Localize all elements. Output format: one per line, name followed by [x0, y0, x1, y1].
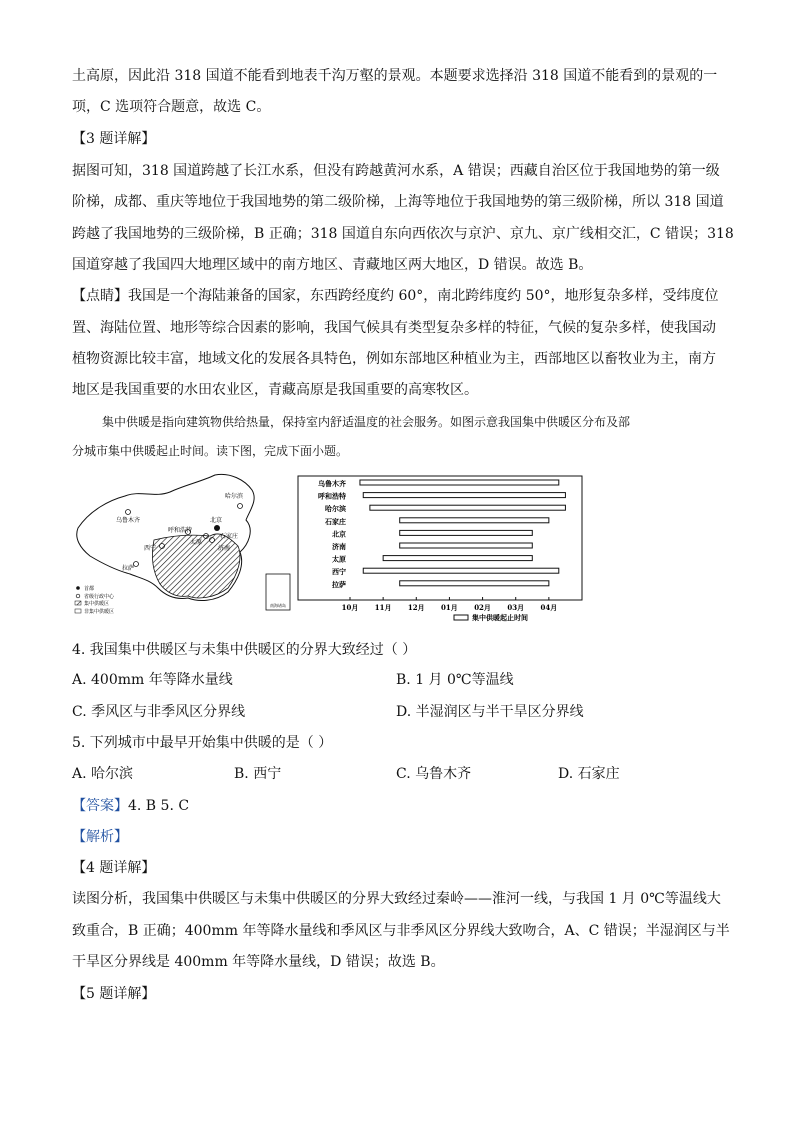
answer-label: 【答案】 — [72, 798, 128, 814]
detail-5-title: 【5 题详解】 — [72, 986, 156, 1002]
chart-tick-label: 02月 — [474, 603, 491, 612]
chart-category-label: 石家庄 — [325, 516, 346, 526]
chart-tick-label: 03月 — [507, 603, 525, 612]
paragraph-line: 据图可知，318 国道跨越了长江水系，但没有跨越黄河水系，A 错误；西藏自治区位于我国地势的第一级 — [72, 163, 720, 179]
chart-bar — [370, 505, 566, 510]
legend-non-heating: 非集中供暖区 — [84, 609, 115, 615]
map-city-xining: 西宁 — [144, 545, 157, 552]
inset-label: 南海诸岛 — [270, 603, 286, 608]
chart-tick-label: 11月 — [374, 603, 392, 612]
china-map — [75, 474, 290, 615]
paragraph-line: 土高原，因此沿 318 国道不能看到地表千沟万壑的景观。本题要求选择沿 318 国道不能看到的景观的一 — [72, 68, 718, 84]
detail-4-line: 读图分析，我国集中供暖区与未集中供暖区的分界大致经过秦岭——淮河一线，与我国 1 月 0℃等温线大 — [72, 891, 721, 907]
legend-capital: 首都 — [84, 586, 95, 592]
map-legend — [75, 585, 115, 615]
chart-bar — [363, 493, 565, 498]
chart-bar — [400, 518, 549, 523]
paragraph-line: 阶梯，成都、重庆等地位于我国地势的第二级阶梯，上海等地位于我国地势的第三级阶梯，所以 318 国道 — [72, 194, 724, 210]
chart-category-label: 乌鲁木齐 — [318, 479, 346, 488]
answer-text: 4. B 5. C — [128, 798, 190, 814]
chart-tick-label: 10月 — [341, 603, 359, 612]
q5-option-b[interactable]: B. 西宁 — [234, 766, 282, 782]
heating-period-chart — [298, 476, 582, 622]
q5-option-c[interactable]: C. 乌鲁木齐 — [396, 766, 472, 782]
heating-figure — [70, 470, 590, 628]
q4-option-d[interactable]: D. 半湿润区与半干旱区分界线 — [396, 704, 584, 720]
question-5-stem: 5. 下列城市中最早开始集中供暖的是（ ） — [72, 735, 333, 751]
map-city-urumqi: 乌鲁木齐 — [116, 517, 141, 524]
paragraph-line: 跨越了我国地势的三级阶梯，B 正确；318 国道自东向西依次与京沪、京九、京广线相交汇，C 错误；318 — [72, 226, 734, 242]
capital-marker — [214, 525, 220, 531]
legend-heating: 集中供暖区 — [84, 601, 110, 607]
chart-category-label: 北京 — [332, 529, 346, 539]
map-city-taiyuan: 太原 — [190, 539, 203, 546]
paragraph-line: 地区是我国重要的水田农业区，青藏高原是我国重要的高寒牧区。 — [72, 382, 478, 398]
chart-category-label: 哈尔滨 — [325, 504, 346, 514]
paragraph-line: 项，C 选项符合题意，故选 C。 — [72, 99, 271, 115]
chart-category-label: 济南 — [332, 542, 346, 551]
chart-bar — [400, 530, 533, 535]
chart-category-label: 拉萨 — [332, 579, 346, 589]
intro-line: 分城市集中供暖起止时间。读下图，完成下面小题。 — [72, 444, 349, 458]
chart-bar — [400, 581, 549, 586]
chart-tick-label: 04月 — [540, 603, 558, 612]
chart-tick-label: 01月 — [441, 603, 458, 612]
chart-legend-swatch — [454, 615, 468, 620]
q4-option-b[interactable]: B. 1 月 0℃等温线 — [396, 672, 514, 688]
question-4-stem: 4. 我国集中供暖区与未集中供暖区的分界大致经过（ ） — [72, 642, 417, 658]
map-city-beijing: 北京 — [210, 517, 223, 524]
map-city-hohhot: 呼和浩特 — [168, 527, 193, 534]
map-city-shijiazhuang: 石家庄 — [220, 533, 239, 540]
chart-category-label: 西宁 — [332, 567, 346, 577]
chart-bar — [400, 543, 533, 548]
chart-legend: 集中供暖起止时间 — [472, 613, 528, 622]
q4-option-c[interactable]: C. 季风区与非季风区分界线 — [72, 704, 246, 720]
chart-bar — [383, 556, 532, 561]
paragraph-line: 置、海陆位置、地形等综合因素的影响，我国气候具有类型复杂多样的特征，气候的复杂多样，使我国动 — [72, 320, 716, 336]
q5-option-a[interactable]: A. 哈尔滨 — [72, 766, 134, 782]
chart-tick-label: 12月 — [407, 603, 425, 612]
paragraph-line: 【点睛】我国是一个海陆兼备的国家，东西跨经度约 60°，南北跨纬度约 50°，地形复杂多样，受纬度位 — [72, 288, 719, 304]
map-city-harbin: 哈尔滨 — [225, 493, 244, 500]
legend-provincial: 省级行政中心 — [84, 594, 115, 600]
paragraph-line: 植物资源比较丰富，地域文化的发展各具特色，例如东部地区种植业为主，西部地区以畜牧业为主，南方 — [72, 351, 716, 367]
intro-line: 集中供暖是指向建筑物供给热量，保持室内舒适温度的社会服务。如图示意我国集中供暖区分布及部 — [102, 415, 631, 429]
map-city-jinan: 济南 — [218, 545, 231, 552]
paragraph-line: 国道穿越了我国四大地理区域中的南方地区、青藏地区两大地区，D 错误。故选 B。 — [72, 257, 593, 273]
detail-4-title: 【4 题详解】 — [72, 860, 156, 876]
detail-4-line: 致重合，B 正确；400mm 年等降水量线和季风区与非季风区分界线大致吻合，A、C 错误；半湿润区与半 — [72, 923, 730, 939]
section-heading: 【3 题详解】 — [72, 131, 156, 147]
answer-line — [72, 796, 189, 816]
map-city-lhasa: 拉萨 — [122, 565, 135, 572]
q4-option-a[interactable]: A. 400mm 年等降水量线 — [72, 672, 233, 688]
chart-bar — [363, 568, 559, 573]
chart-bar — [360, 480, 559, 485]
analysis-label: 【解析】 — [72, 829, 128, 845]
chart-category-label: 太原 — [332, 554, 346, 564]
chart-category-label: 呼和浩特 — [318, 491, 346, 501]
q5-option-d[interactable]: D. 石家庄 — [558, 766, 620, 782]
detail-4-line: 干旱区分界线是 400mm 年等降水量线，D 错误；故选 B。 — [72, 954, 445, 970]
